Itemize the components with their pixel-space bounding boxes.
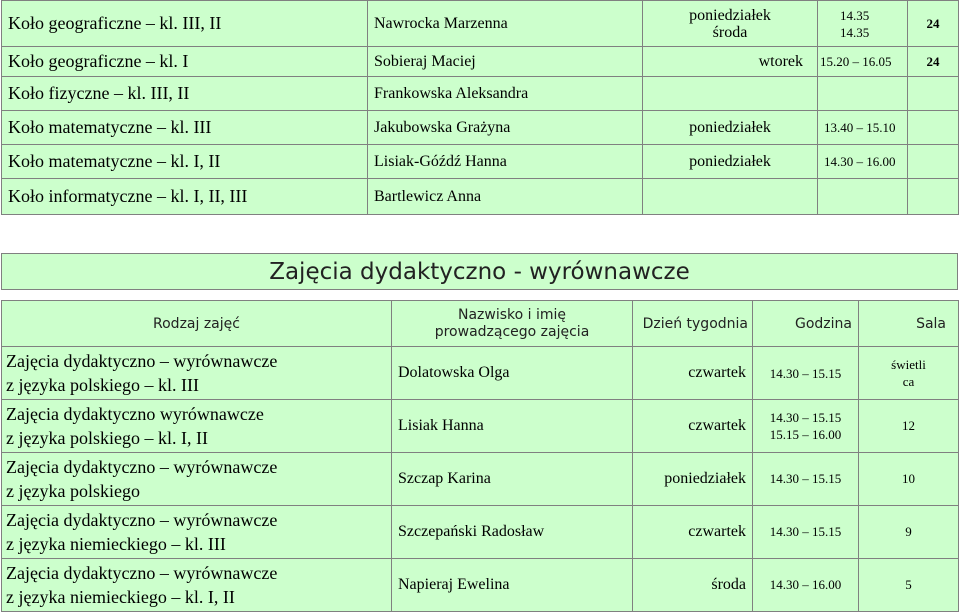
class-room: 10 [859,453,959,506]
class-day: czwartek [633,347,753,400]
circle-time [818,179,908,215]
class-room [859,347,959,400]
circle-day [643,1,818,47]
class-subject [2,400,392,453]
class-subject-line: Zajęcia dydaktyczno wyrównawcze [6,404,264,424]
class-teacher: Dolatowska Olga [392,347,633,400]
class-subject-line: Zajęcia dydaktyczno – wyrównawcze [6,563,278,583]
circle-day [643,179,818,215]
circle-time: 13.40 – 15.10 [818,111,908,145]
class-time-line: 14.30 – 15.15 [769,410,842,425]
circle-day-line: środa [712,23,748,41]
table-row [2,1,959,47]
class-day: poniedziałek [633,453,753,506]
table-header-row [2,301,959,347]
class-time-line: 15.15 – 16.00 [769,427,842,442]
header-subject: Rodzaj zajęć [2,301,392,347]
class-teacher: Napieraj Ewelina [392,559,633,612]
class-subject-line: z języka polskiego – kl. III [6,375,199,395]
circle-day: poniedziałek [643,145,818,179]
class-room-line: świetli [891,357,926,372]
class-time: 14.30 – 15.15 [753,453,859,506]
class-subject-line: Zajęcia dydaktyczno – wyrównawcze [6,510,278,530]
class-room: 9 [859,506,959,559]
circle-time [818,77,908,111]
circle-teacher: Frankowska Aleksandra [368,77,643,111]
class-subject-line: z języka niemieckiego – kl. III [6,534,226,554]
class-room: 5 [859,559,959,612]
circles-table [1,0,959,215]
header-teacher-line: Nazwisko i imię [457,306,567,323]
circle-room: 24 [908,47,959,77]
circle-time: 15.20 – 16.05 [818,47,908,77]
circle-time [818,1,908,47]
circle-day-line: poniedziałek [689,6,771,24]
class-day: czwartek [633,400,753,453]
circle-teacher: Nawrocka Marzenna [368,1,643,47]
class-time-line: 14.30 – 15.15 [769,365,842,381]
class-teacher: Szczepański Radosław [392,506,633,559]
class-subject [2,453,392,506]
table-row [2,145,959,179]
circle-teacher: Jakubowska Grażyna [368,111,643,145]
circle-name: Koło matematyczne – kl. III [2,111,368,145]
section-banner [1,253,958,290]
class-day: czwartek [633,506,753,559]
circle-room [908,179,959,215]
class-room-line: ca [902,374,915,389]
table-row [2,179,959,215]
class-subject [2,506,392,559]
class-subject-line: Zajęcia dydaktyczno – wyrównawcze [6,351,278,371]
circle-time-line: 14.35 [840,24,870,40]
class-subject [2,347,392,400]
class-subject-line: z języka polskiego [6,481,140,501]
class-room: 12 [859,400,959,453]
circle-room: 24 [908,1,959,47]
class-teacher: Szczap Karina [392,453,633,506]
class-teacher: Lisiak Hanna [392,400,633,453]
circle-room [908,77,959,111]
circle-name: Koło geograficzne – kl. I [2,47,368,77]
circle-teacher: Bartlewicz Anna [368,179,643,215]
table-row [2,506,959,559]
circle-name: Koło fizyczne – kl. III, II [2,77,368,111]
circle-day: wtorek [643,47,818,77]
header-day: Dzień tygodnia [633,301,753,347]
circle-teacher: Sobieraj Maciej [368,47,643,77]
table-row [2,111,959,145]
circle-name: Koło geograficzne – kl. III, II [2,1,368,47]
header-time: Godzina [753,301,859,347]
circle-time: 14.30 – 16.00 [818,145,908,179]
circle-day: poniedziałek [643,111,818,145]
table-row [2,453,959,506]
class-day: środa [633,559,753,612]
circle-name: Koło informatyczne – kl. I, II, III [2,179,368,215]
class-subject-line: z języka niemieckiego – kl. I, II [6,587,235,607]
circle-teacher: Lisiak-Góźdź Hanna [368,145,643,179]
section-title: Zajęcia dydaktyczno - wyrównawcze [269,258,690,285]
class-subject [2,559,392,612]
circle-day [643,77,818,111]
header-teacher-line: prowadzącego zajęcia [434,323,590,340]
classes-table [1,300,959,612]
circle-name: Koło matematyczne – kl. I, II [2,145,368,179]
class-time: 14.30 – 15.15 [753,506,859,559]
table-row [2,559,959,612]
circle-room [908,145,959,179]
class-subject-line: Zajęcia dydaktyczno – wyrównawcze [6,457,278,477]
table-row [2,77,959,111]
table-row [2,347,959,400]
table-row [2,400,959,453]
class-subject-line: z języka polskiego – kl. I, II [6,428,208,448]
circle-time-line: 14.35 [840,7,870,23]
header-room: Sala [859,301,959,347]
table-row [2,47,959,77]
class-time: 14.30 – 16.00 [753,559,859,612]
header-teacher [392,301,633,347]
class-time [753,400,859,453]
class-time [753,347,859,400]
circle-room [908,111,959,145]
